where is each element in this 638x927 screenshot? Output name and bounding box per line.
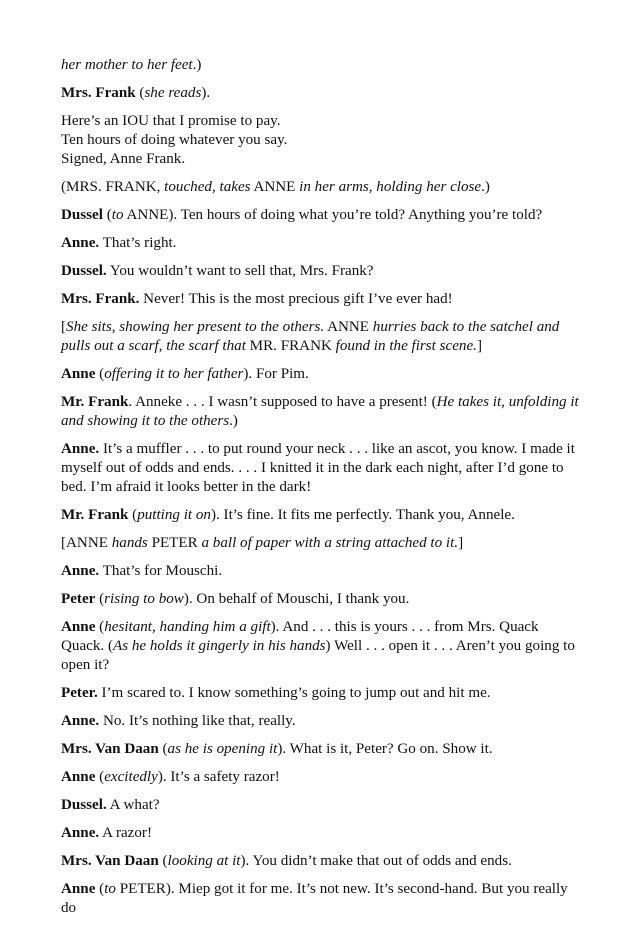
dialogue-text: .) bbox=[229, 413, 238, 429]
dialogue-text: ANNE bbox=[250, 179, 300, 195]
dialogue-text: ( bbox=[102, 207, 112, 223]
stage-direction: As he holds it gingerly in his hands bbox=[112, 638, 326, 654]
verse-line: Here’s an IOU that I promise to pay. bbox=[61, 113, 281, 129]
script-paragraph bbox=[61, 796, 581, 815]
speaker-name: Mrs. Van Daan bbox=[61, 741, 159, 757]
dialogue-text: ANNE bbox=[324, 319, 373, 335]
dialogue-text: ( bbox=[95, 591, 105, 607]
script-paragraph bbox=[61, 234, 581, 253]
stage-direction: found in the first scene. bbox=[335, 338, 477, 354]
dialogue-text: Never! This is the most precious gift I’ve ever had! bbox=[139, 291, 453, 307]
script-paragraph bbox=[61, 562, 581, 581]
stage-direction: putting it on bbox=[137, 507, 211, 523]
dialogue-text: ). And . . . this is yours . . . from Mrs. Quack Quack. ( bbox=[61, 619, 539, 654]
speaker-name: Peter bbox=[61, 591, 96, 607]
dialogue-text: You wouldn’t want to sell that, Mrs. Frank? bbox=[106, 263, 374, 279]
stage-direction: hands bbox=[111, 535, 148, 551]
speaker-name: Anne. bbox=[61, 563, 100, 579]
speaker-name: Anne. bbox=[61, 235, 100, 251]
script-paragraph bbox=[61, 365, 581, 384]
script-paragraph bbox=[61, 206, 581, 225]
speaker-name: Anne. bbox=[61, 713, 100, 729]
script-paragraph bbox=[61, 852, 581, 871]
script-paragraph bbox=[61, 534, 581, 553]
stage-direction: looking at it bbox=[167, 853, 241, 869]
stage-direction: as he is opening it bbox=[167, 741, 278, 757]
speaker-name: Anne bbox=[61, 619, 96, 635]
dialogue-text: ). It’s a safety razor! bbox=[157, 769, 280, 785]
stage-direction: in her arms, holding her close bbox=[299, 179, 482, 195]
document-page bbox=[61, 56, 581, 927]
script-paragraph bbox=[61, 712, 581, 731]
speaker-name: Anne. bbox=[61, 441, 100, 457]
script-paragraph bbox=[61, 880, 581, 918]
dialogue-text: That’s for Mouschi. bbox=[99, 563, 223, 579]
dialogue-text: ). You didn’t make that out of odds and ends. bbox=[240, 853, 512, 869]
script-paragraph bbox=[61, 393, 581, 431]
script-paragraph bbox=[61, 440, 581, 497]
speaker-name: Mr. Frank bbox=[61, 394, 129, 410]
dialogue-text: [ANNE bbox=[61, 535, 112, 551]
dialogue-text: ( bbox=[158, 741, 168, 757]
script-paragraph bbox=[61, 618, 581, 675]
verse-line: Signed, Anne Frank. bbox=[61, 151, 186, 167]
stage-direction: hurries back to the satchel and pulls out a scarf, the scarf that bbox=[61, 319, 560, 354]
stage-direction: to bbox=[111, 207, 124, 223]
script-paragraph bbox=[61, 684, 581, 703]
speaker-name: Anne bbox=[61, 881, 96, 897]
speaker-name: Peter. bbox=[61, 685, 98, 701]
dialogue-text: ( bbox=[95, 769, 105, 785]
dialogue-text: ). bbox=[201, 85, 211, 101]
dialogue-text: ] bbox=[458, 535, 464, 551]
dialogue-text: It’s a muffler . . . to put round your neck . . . like an ascot, you know. I made it myself out of odds and ends. . . . I knitted it in the dark each night, after I’d gone to bed. I’m afraid it looks better in the dark! bbox=[61, 441, 575, 495]
dialogue-text: ( bbox=[128, 507, 138, 523]
stage-direction: to bbox=[104, 881, 116, 897]
script-paragraph bbox=[61, 84, 581, 103]
script-paragraph bbox=[61, 56, 581, 75]
dialogue-text: ( bbox=[135, 85, 145, 101]
stage-direction: she reads bbox=[144, 85, 202, 101]
verse-line: Ten hours of doing whatever you say. bbox=[61, 132, 288, 148]
verse-block bbox=[61, 112, 581, 169]
speaker-name: Mrs. Frank bbox=[61, 85, 136, 101]
speaker-name: Anne bbox=[61, 366, 96, 382]
stage-direction: a ball of paper with a string attached to it. bbox=[201, 535, 459, 551]
script-paragraph bbox=[61, 768, 581, 787]
dialogue-text: ). For Pim. bbox=[243, 366, 309, 382]
script-paragraph bbox=[61, 318, 581, 356]
script-paragraph bbox=[61, 290, 581, 309]
dialogue-text: ] bbox=[476, 338, 482, 354]
speaker-name: Anne. bbox=[61, 825, 100, 841]
dialogue-text: ( bbox=[158, 853, 168, 869]
dialogue-text: ANNE). Ten hours of doing what you’re told? Anything you’re told? bbox=[123, 207, 543, 223]
dialogue-text: .) bbox=[481, 179, 490, 195]
stage-direction: rising to bow bbox=[104, 591, 184, 607]
dialogue-text: A razor! bbox=[99, 825, 152, 841]
dialogue-text: ( bbox=[95, 619, 105, 635]
dialogue-text: ). On behalf of Mouschi, I thank you. bbox=[183, 591, 410, 607]
speaker-name: Dussel bbox=[61, 207, 103, 223]
dialogue-text: ( bbox=[95, 366, 105, 382]
speaker-name: Dussel. bbox=[61, 263, 107, 279]
dialogue-text: ). It’s fine. It fits me perfectly. Thank you, Annele. bbox=[210, 507, 515, 523]
speaker-name: Mr. Frank bbox=[61, 507, 129, 523]
script-paragraph bbox=[61, 178, 581, 197]
dialogue-text: . Anneke . . . I wasn’t supposed to have a present! ( bbox=[128, 394, 437, 410]
dialogue-text: [ bbox=[61, 319, 67, 335]
dialogue-text: I’m scared to. I know something’s going to jump out and hit me. bbox=[97, 685, 491, 701]
dialogue-text: PETER). Miep got it for me. It’s not new. It’s second-hand. But you really do bbox=[61, 881, 568, 916]
speaker-name: Dussel. bbox=[61, 797, 107, 813]
dialogue-text: ). What is it, Peter? Go on. Show it. bbox=[277, 741, 493, 757]
dialogue-text: (MRS. FRANK, bbox=[61, 179, 165, 195]
dialogue-text: A what? bbox=[106, 797, 160, 813]
stage-direction: hesitant, handing him a gift bbox=[104, 619, 271, 635]
script-paragraph bbox=[61, 506, 581, 525]
stage-direction: excitedly bbox=[104, 769, 158, 785]
script-paragraph bbox=[61, 824, 581, 843]
speaker-name: Mrs. Van Daan bbox=[61, 853, 159, 869]
stage-direction: He takes it, unfolding it and showing it to the others bbox=[61, 394, 579, 429]
script-paragraph bbox=[61, 590, 581, 609]
stage-direction: her mother to her feet bbox=[61, 57, 193, 73]
dialogue-text: ( bbox=[95, 881, 105, 897]
stage-direction: She sits, showing her present to the others. bbox=[66, 319, 325, 335]
dialogue-text: MR. FRANK bbox=[245, 338, 336, 354]
dialogue-text: .) bbox=[192, 57, 202, 73]
speaker-name: Anne bbox=[61, 769, 96, 785]
stage-direction: touched, takes bbox=[164, 179, 251, 195]
stage-direction: offering it to her father bbox=[104, 366, 244, 382]
dialogue-text: That’s right. bbox=[99, 235, 177, 251]
script-paragraph bbox=[61, 262, 581, 281]
script-paragraph bbox=[61, 740, 581, 759]
dialogue-text: No. It’s nothing like that, really. bbox=[99, 713, 296, 729]
speaker-name: Mrs. Frank. bbox=[61, 291, 140, 307]
dialogue-text: PETER bbox=[147, 535, 202, 551]
dialogue-text: ) Well . . . open it . . . Aren’t you going to open it? bbox=[61, 638, 575, 673]
